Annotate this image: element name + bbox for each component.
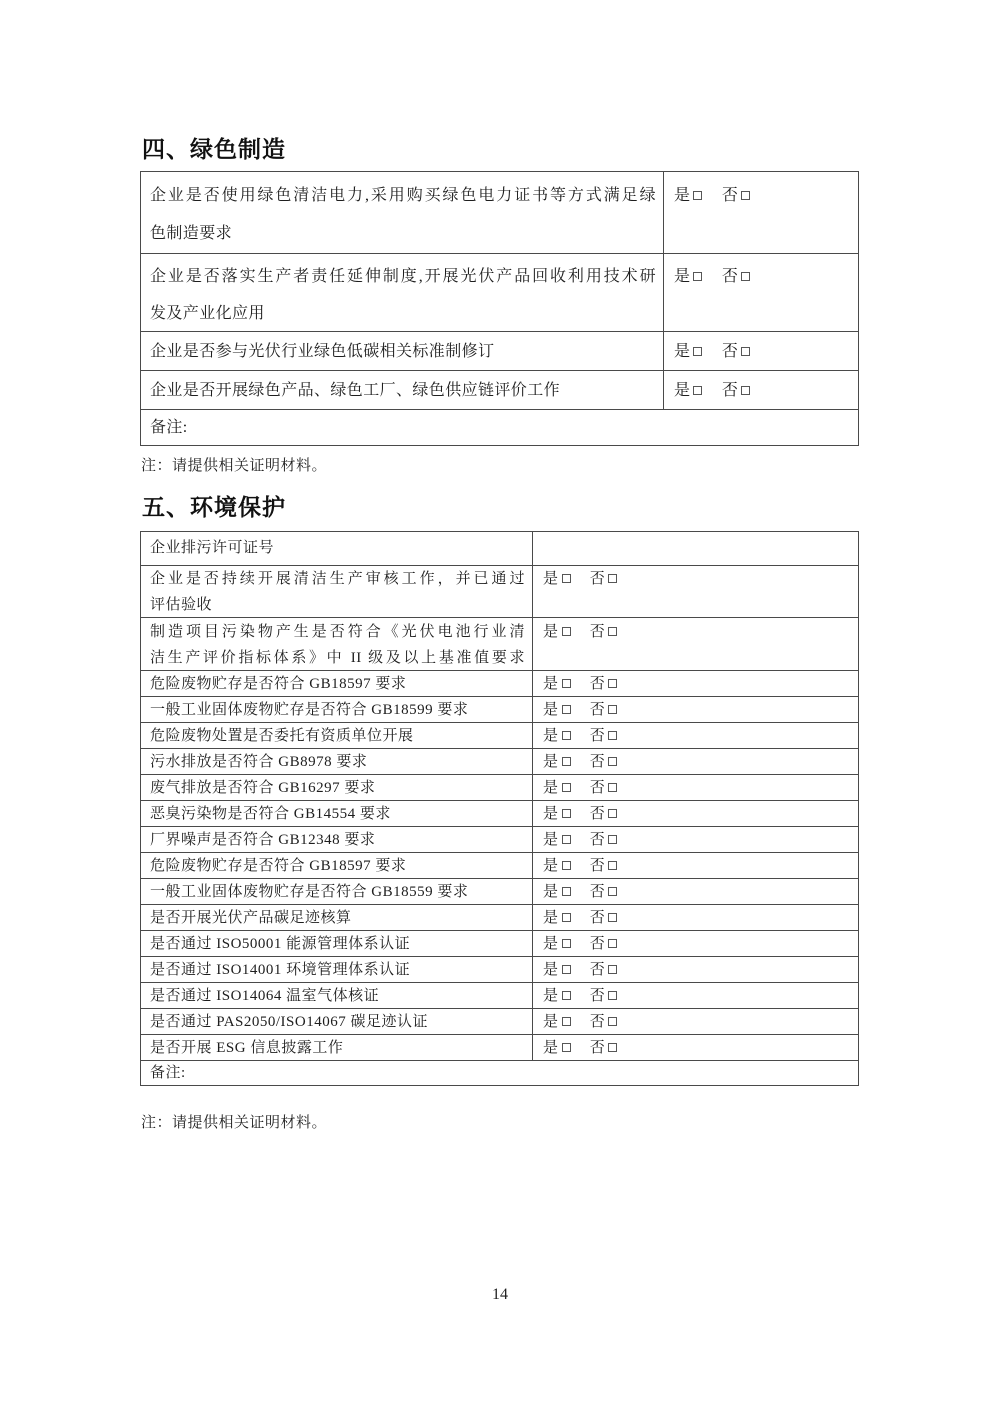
no-option <box>590 702 618 718</box>
no-checkbox[interactable] <box>608 1017 617 1026</box>
remarks-field[interactable] <box>141 410 858 445</box>
no-checkbox[interactable] <box>608 731 617 740</box>
remarks-field[interactable] <box>141 1061 858 1085</box>
question-text: 厂界噪声是否符合 GB12348 要求 <box>150 832 376 848</box>
yes-label: 是 <box>543 1040 559 1056</box>
yes-checkbox[interactable] <box>562 887 571 896</box>
no-option <box>590 728 618 744</box>
yes-option <box>674 343 702 360</box>
footnote-green: 注：请提供相关证明材料。 <box>141 458 328 474</box>
yes-option <box>543 1014 571 1030</box>
question-cell <box>141 566 533 617</box>
question-text: 恶臭污染物是否符合 GB14554 要求 <box>150 806 391 822</box>
no-checkbox[interactable] <box>608 783 617 792</box>
yes-option <box>543 884 571 900</box>
no-label: 否 <box>589 910 606 926</box>
yes-option <box>543 676 571 692</box>
no-option <box>722 187 750 204</box>
table-row <box>141 617 858 670</box>
no-label: 否 <box>589 624 606 640</box>
no-label: 否 <box>589 962 606 978</box>
no-option <box>590 884 618 900</box>
question-cell <box>141 931 533 956</box>
no-checkbox[interactable] <box>608 991 617 1000</box>
table-row <box>141 696 858 722</box>
table-row <box>141 532 858 565</box>
answer-cell <box>533 775 858 800</box>
section-heading-environmental-protection: 五、环境保护 <box>142 494 286 520</box>
question-text: 企业排污许可证号 <box>150 540 275 556</box>
environmental-protection-table <box>140 531 859 1086</box>
yes-checkbox[interactable] <box>693 386 702 395</box>
page-number: 14 <box>492 1286 508 1303</box>
answer-cell <box>533 671 858 696</box>
question-cell <box>141 1035 533 1060</box>
no-checkbox[interactable] <box>741 272 750 281</box>
answer-cell <box>664 172 858 253</box>
table-row <box>141 930 858 956</box>
no-option <box>590 1040 618 1056</box>
question-cell <box>141 957 533 982</box>
yes-label: 是 <box>543 910 559 926</box>
question-cell <box>141 853 533 878</box>
yes-label: 是 <box>543 780 559 796</box>
green-manufacturing-table <box>140 171 859 446</box>
answer-cell <box>533 957 858 982</box>
no-option <box>590 676 618 692</box>
question-text: 制造项目污染物产生是否符合《光伏电池行业清 <box>150 624 525 640</box>
no-label: 否 <box>589 806 606 822</box>
question-text: 洁生产评价指标体系》中 II 级及以上基准值要求 <box>150 650 525 666</box>
question-text: 危险废物贮存是否符合 GB18597 要求 <box>150 676 407 692</box>
yes-option <box>543 988 571 1004</box>
no-option <box>590 988 618 1004</box>
yes-checkbox[interactable] <box>562 705 571 714</box>
remark-label: 备注: <box>150 1065 186 1081</box>
question-text: 一般工业固体废物贮存是否符合 GB18559 要求 <box>150 884 469 900</box>
no-label: 否 <box>589 571 606 587</box>
answer-cell <box>533 723 858 748</box>
yes-checkbox[interactable] <box>562 731 571 740</box>
no-option <box>722 382 750 399</box>
table-row-remark <box>141 1060 858 1085</box>
question-text: 发及产业化应用 <box>150 305 265 322</box>
yes-label: 是 <box>674 268 691 285</box>
question-cell <box>141 254 664 331</box>
no-checkbox[interactable] <box>608 757 617 766</box>
yes-checkbox[interactable] <box>562 1017 571 1026</box>
table-row-remark <box>141 409 858 445</box>
table-row <box>141 956 858 982</box>
no-option <box>590 832 618 848</box>
table-row <box>141 331 858 370</box>
yes-label: 是 <box>543 676 559 692</box>
no-checkbox[interactable] <box>608 679 617 688</box>
question-text: 是否通过 PAS2050/ISO14067 碳足迹认证 <box>150 1014 428 1030</box>
question-text: 废气排放是否符合 GB16297 要求 <box>150 780 376 796</box>
question-cell <box>141 371 664 409</box>
table-row <box>141 1034 858 1060</box>
question-cell <box>141 1009 533 1034</box>
no-label: 否 <box>721 187 739 204</box>
answer-cell <box>533 801 858 826</box>
permit-number-field[interactable] <box>533 532 858 565</box>
no-checkbox[interactable] <box>741 347 750 356</box>
footnote-env: 注：请提供相关证明材料。 <box>141 1115 328 1131</box>
answer-cell <box>533 931 858 956</box>
question-text: 污水排放是否符合 GB8978 要求 <box>150 754 368 770</box>
no-label: 否 <box>589 676 606 692</box>
question-text: 是否开展 ESG 信息披露工作 <box>150 1040 344 1056</box>
table-row <box>141 904 858 930</box>
question-text: 企业是否使用绿色清洁电力,采用购买绿色电力证书等方式满足绿 <box>150 187 656 204</box>
no-checkbox[interactable] <box>608 1043 617 1052</box>
yes-checkbox[interactable] <box>562 627 571 636</box>
question-text: 是否开展光伏产品碳足迹核算 <box>150 910 352 926</box>
yes-label: 是 <box>543 858 559 874</box>
no-label: 否 <box>721 268 739 285</box>
no-checkbox[interactable] <box>741 386 750 395</box>
yes-label: 是 <box>543 728 559 744</box>
no-option <box>722 268 750 285</box>
no-label: 否 <box>589 858 606 874</box>
no-label: 否 <box>589 936 606 952</box>
table-row <box>141 774 858 800</box>
yes-checkbox[interactable] <box>562 835 571 844</box>
answer-cell <box>533 618 858 670</box>
table-row <box>141 826 858 852</box>
no-checkbox[interactable] <box>608 939 617 948</box>
yes-checkbox[interactable] <box>562 861 571 870</box>
table-row <box>141 172 858 253</box>
yes-option <box>543 728 571 744</box>
no-checkbox[interactable] <box>741 191 750 200</box>
yes-option <box>674 187 702 204</box>
yes-label: 是 <box>543 832 559 848</box>
answer-cell <box>664 332 858 370</box>
no-option <box>590 624 618 640</box>
yes-label: 是 <box>543 702 559 718</box>
no-label: 否 <box>589 754 606 770</box>
yes-checkbox[interactable] <box>562 1043 571 1052</box>
no-checkbox[interactable] <box>608 705 617 714</box>
question-text: 是否通过 ISO14001 环境管理体系认证 <box>150 962 411 978</box>
yes-checkbox[interactable] <box>562 939 571 948</box>
yes-option <box>543 962 571 978</box>
no-option <box>590 780 618 796</box>
yes-option <box>543 780 571 796</box>
no-label: 否 <box>721 382 739 399</box>
no-checkbox[interactable] <box>608 627 617 636</box>
yes-option <box>543 806 571 822</box>
no-option <box>590 806 618 822</box>
yes-label: 是 <box>543 1014 559 1030</box>
table-row <box>141 253 858 331</box>
yes-option <box>543 1040 571 1056</box>
question-cell <box>141 172 664 253</box>
yes-checkbox[interactable] <box>562 991 571 1000</box>
no-option <box>590 962 618 978</box>
yes-checkbox[interactable] <box>562 574 571 583</box>
no-option <box>590 910 618 926</box>
no-checkbox[interactable] <box>608 574 617 583</box>
no-label: 否 <box>589 780 606 796</box>
table-row <box>141 878 858 904</box>
answer-cell <box>664 371 858 409</box>
yes-option <box>543 910 571 926</box>
no-label: 否 <box>589 832 606 848</box>
yes-label: 是 <box>543 806 559 822</box>
yes-label: 是 <box>543 571 559 587</box>
question-text: 色制造要求 <box>150 225 233 242</box>
yes-checkbox[interactable] <box>562 757 571 766</box>
answer-cell <box>533 983 858 1008</box>
yes-option <box>543 702 571 718</box>
table-row <box>141 370 858 409</box>
table-row <box>141 800 858 826</box>
yes-option <box>674 382 702 399</box>
no-checkbox[interactable] <box>608 861 617 870</box>
question-text: 企业是否落实生产者责任延伸制度,开展光伏产品回收利用技术研 <box>150 268 656 285</box>
yes-checkbox[interactable] <box>693 347 702 356</box>
question-text: 企业是否参与光伏行业绿色低碳相关标准制修订 <box>150 343 495 360</box>
yes-option <box>543 832 571 848</box>
answer-cell <box>533 697 858 722</box>
no-label: 否 <box>589 702 606 718</box>
answer-cell <box>533 905 858 930</box>
answer-cell <box>533 827 858 852</box>
yes-label: 是 <box>543 962 559 978</box>
question-cell <box>141 879 533 904</box>
no-checkbox[interactable] <box>608 835 617 844</box>
section-heading-green-manufacturing: 四、绿色制造 <box>142 136 286 162</box>
yes-checkbox[interactable] <box>693 191 702 200</box>
no-option <box>590 571 618 587</box>
question-text: 危险废物处置是否委托有资质单位开展 <box>150 728 414 744</box>
table-row <box>141 1008 858 1034</box>
table-row <box>141 565 858 617</box>
yes-label: 是 <box>543 936 559 952</box>
no-option <box>722 343 750 360</box>
yes-checkbox[interactable] <box>562 679 571 688</box>
yes-option <box>543 858 571 874</box>
table-row <box>141 722 858 748</box>
table-row <box>141 670 858 696</box>
question-text: 一般工业固体废物贮存是否符合 GB18599 要求 <box>150 702 469 718</box>
question-text: 是否通过 ISO14064 温室气体核证 <box>150 988 380 1004</box>
no-option <box>590 936 618 952</box>
yes-label: 是 <box>543 988 559 1004</box>
no-checkbox[interactable] <box>608 965 617 974</box>
no-label: 否 <box>721 343 739 360</box>
answer-cell <box>533 1035 858 1060</box>
question-text: 企业是否持续开展清洁生产审核工作，并已通过 <box>150 571 525 587</box>
answer-cell <box>533 853 858 878</box>
question-cell <box>141 905 533 930</box>
table-row <box>141 852 858 878</box>
yes-option <box>543 571 571 587</box>
question-cell <box>141 983 533 1008</box>
no-label: 否 <box>589 1014 606 1030</box>
question-cell <box>141 697 533 722</box>
question-cell <box>141 749 533 774</box>
question-cell <box>141 723 533 748</box>
yes-option <box>543 936 571 952</box>
no-option <box>590 858 618 874</box>
question-cell <box>141 618 533 670</box>
no-checkbox[interactable] <box>608 913 617 922</box>
yes-label: 是 <box>543 754 559 770</box>
yes-checkbox[interactable] <box>562 809 571 818</box>
question-text: 企业是否开展绿色产品、绿色工厂、绿色供应链评价工作 <box>150 382 561 399</box>
answer-cell <box>533 749 858 774</box>
no-checkbox[interactable] <box>608 887 617 896</box>
question-text: 是否通过 ISO50001 能源管理体系认证 <box>150 936 411 952</box>
question-cell <box>141 532 533 565</box>
question-cell <box>141 332 664 370</box>
question-cell <box>141 671 533 696</box>
no-checkbox[interactable] <box>608 809 617 818</box>
yes-option <box>674 268 702 285</box>
question-cell <box>141 775 533 800</box>
no-label: 否 <box>589 884 606 900</box>
question-text: 评估验收 <box>150 597 213 613</box>
answer-cell <box>533 879 858 904</box>
no-label: 否 <box>589 988 606 1004</box>
remark-label: 备注: <box>150 419 188 436</box>
answer-cell <box>533 566 858 617</box>
yes-checkbox[interactable] <box>562 913 571 922</box>
table-row <box>141 748 858 774</box>
answer-cell <box>533 1009 858 1034</box>
no-label: 否 <box>589 728 606 744</box>
question-text: 危险废物贮存是否符合 GB18597 要求 <box>150 858 407 874</box>
yes-label: 是 <box>674 187 691 204</box>
yes-option <box>543 624 571 640</box>
answer-cell <box>664 254 858 331</box>
yes-checkbox[interactable] <box>562 783 571 792</box>
yes-label: 是 <box>674 382 691 399</box>
yes-option <box>543 754 571 770</box>
question-cell <box>141 827 533 852</box>
yes-label: 是 <box>674 343 691 360</box>
yes-checkbox[interactable] <box>562 965 571 974</box>
yes-checkbox[interactable] <box>693 272 702 281</box>
no-option <box>590 754 618 770</box>
yes-label: 是 <box>543 884 559 900</box>
table-row <box>141 982 858 1008</box>
no-label: 否 <box>589 1040 606 1056</box>
yes-label: 是 <box>543 624 559 640</box>
question-cell <box>141 801 533 826</box>
no-option <box>590 1014 618 1030</box>
